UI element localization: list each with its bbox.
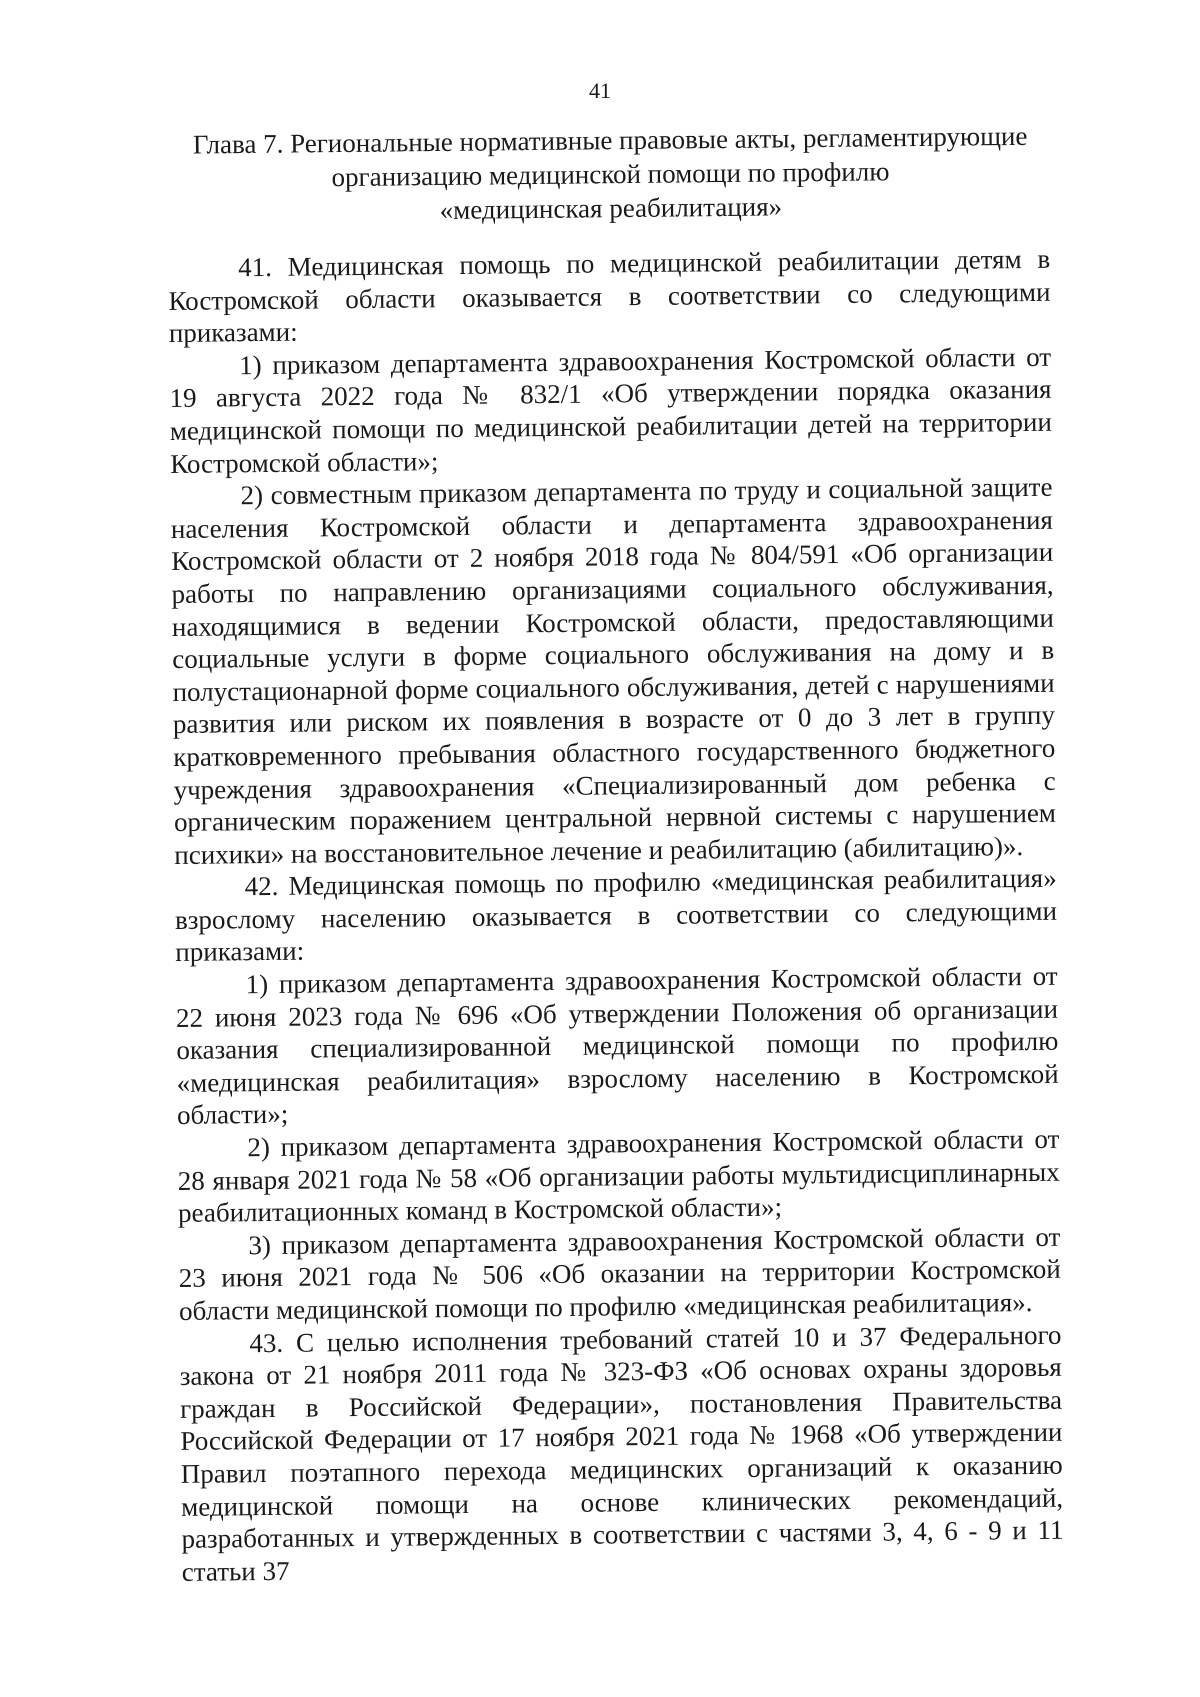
paragraph-43: 43. С целью исполнения требований статей 10 и 37 Федерального закона от 21 ноября 2011 года № 323-ФЗ «Об основах охраны здоровья граждан в Российской Федерации», постановления Правительства Российской Федерации от 17 ноября 2021 года № 1968 «Об утверждении Правил поэтапного перехода медицинских организаций к оказанию медицинской помощи на основе клинических рекомендаций, разработанных и утвержденных в соответствии с частями 3, 4, 6 - 9 и 11 статьи 37 [179,1319,1064,1587]
chapter-title-line: Глава 7. Региональные нормативные правовые акты, регламентирующие [192,120,1028,160]
list-item: 1) приказом департамента здравоохранения Костромской области от 19 августа 2022 года № 832/1 «Об утверждении порядка оказания медицинской помощи по медицинской реабилитации детей на территории Костромской области»; [169,341,1052,479]
paragraph-41: 41. Медицинская помощь по медицинской реабилитации детям в Костромской области оказывается в соответствии со следующими приказами: [168,243,1051,349]
page-number: 41 [589,78,611,103]
list-item: 3) приказом департамента здравоохранения Костромской области от 23 июня 2021 года № 506 «Об оказании на территории Костромской области медицинской помощи по профилю «медицинская реабилитация». [178,1221,1061,1326]
chapter-title-line: «медицинская реабилитация» [439,191,783,225]
paragraph-42: 42. Медицинская помощь по профилю «медицинская реабилитация» взрослому населению оказывается в соответствии со следующими приказами: [174,863,1058,968]
chapter-title [150,118,1071,230]
list-item: 1) приказом департамента здравоохранения Костромской области от 22 июня 2023 года № 696 «Об утверждении Положения об организации оказания специализированной медицинской помощи по профилю «медицинская реабилитация» взрослому населению в Костромской области»; [175,960,1059,1131]
chapter-title-line: организацию медицинской помощи по профилю [331,156,890,193]
body-text [168,243,1064,1589]
list-item: 2) совместным приказом департамента по труду и социальной защите населения Костромской области и департамента здравоохранения Костромской области от 2 ноября 2018 года № 804/591 «Об организации работы по направлению организациями социального обслуживания, находящимися в ведении Костромской области, предоставляющими социальные услуги в форме социального обслуживания на дому и в полустационарной форме социального обслуживания, детей с нарушениями развития или риском их появления в возрасте от 0 до 3 лет в группу кратковременного пребывания областного государственного бюджетного учреждения здравоохранения «Специализированный дом ребенка с органическим поражением центральной нервной системы с нарушением психики» на восстановительное лечение и реабилитацию (абилитацию)». [170,471,1057,870]
list-item: 2) приказом департамента здравоохранения Костромской области от 28 января 2021 года № 58 «Об организации работы мультидисциплинарных реабилитационных команд в Костромской области»; [177,1123,1060,1229]
